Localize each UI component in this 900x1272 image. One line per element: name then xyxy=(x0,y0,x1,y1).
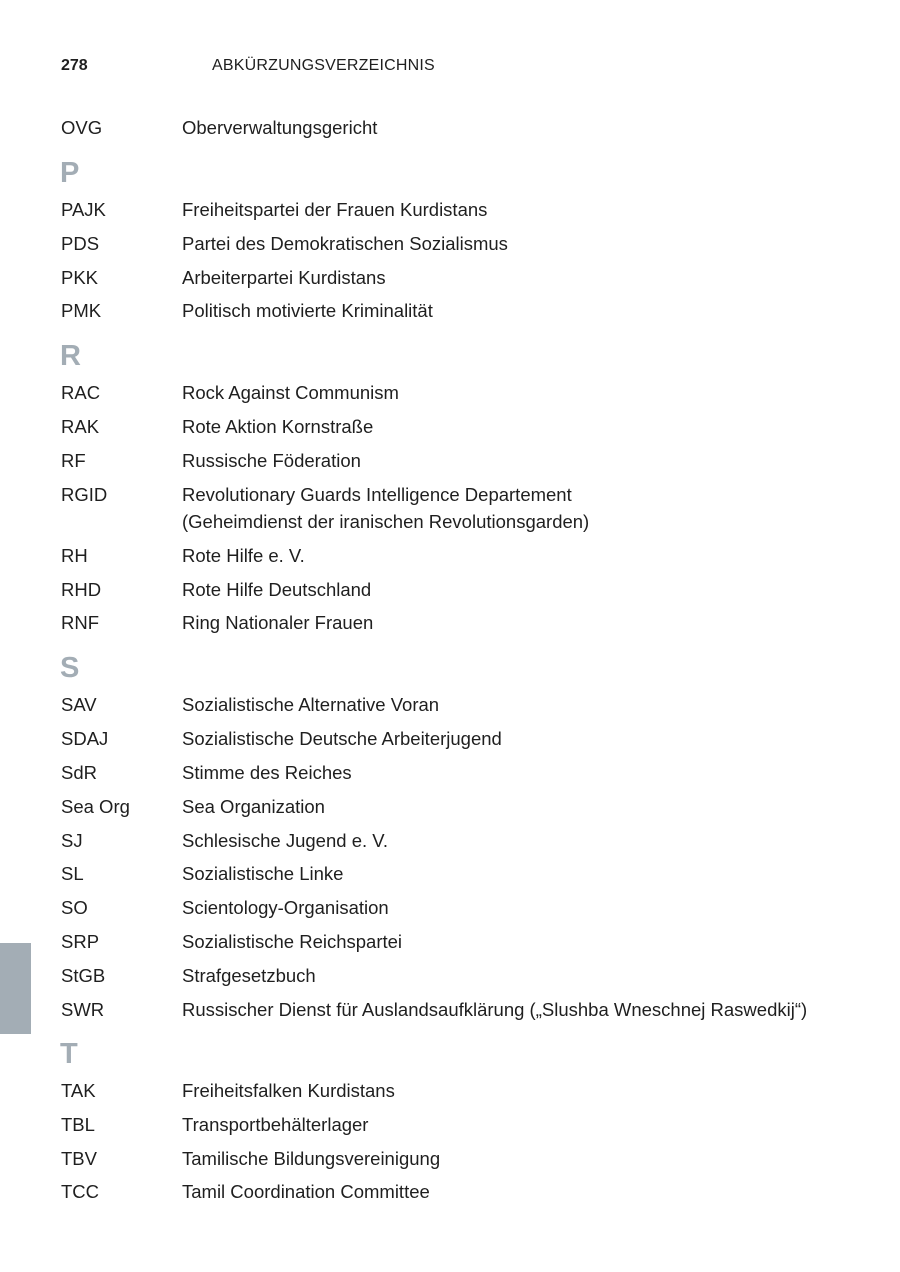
entry-meaning: Sea Organization xyxy=(182,796,325,817)
section-letter-r: R xyxy=(60,340,81,372)
entry-meaning: Rote Hilfe e. V. xyxy=(182,545,305,566)
entry-meaning: Schlesische Jugend e. V. xyxy=(182,830,389,851)
entry-abbreviation: PDS xyxy=(61,233,100,254)
entry-abbreviation: SWR xyxy=(61,999,105,1020)
entry-meaning: Oberverwaltungsgericht xyxy=(182,117,378,138)
entry-meaning: Sozialistische Reichspartei xyxy=(182,931,403,952)
entry-meaning: Strafgesetzbuch xyxy=(182,965,316,986)
entry-meaning: Partei des Demokratischen Sozialismus xyxy=(182,233,508,254)
entry-meaning: Sozialistische Deutsche Arbeiterjugend xyxy=(182,728,502,749)
entry-abbreviation: TBV xyxy=(61,1148,97,1169)
entry-abbreviation: PAJK xyxy=(61,199,106,220)
entry-abbreviation: RNF xyxy=(61,612,100,633)
entry-meaning: Rote Hilfe Deutschland xyxy=(182,579,372,600)
entry-abbreviation: RAC xyxy=(61,382,101,403)
entry-abbreviation: SO xyxy=(61,897,88,918)
entry-meaning: Transportbehälterlager xyxy=(182,1114,369,1135)
entry-meaning: Ring Nationaler Frauen xyxy=(182,612,374,633)
entry-abbreviation: SAV xyxy=(61,694,97,715)
entry-abbreviation: OVG xyxy=(61,117,103,138)
entry-abbreviation: PKK xyxy=(61,267,99,288)
entry-meaning: Russische Föderation xyxy=(182,450,361,471)
entry-meaning: Stimme des Reiches xyxy=(182,762,352,783)
entry-meaning: Tamil Coordination Committee xyxy=(182,1181,430,1202)
page-number: 278 xyxy=(61,57,88,74)
entry-abbreviation: TAK xyxy=(61,1080,96,1101)
entry-abbreviation: RH xyxy=(61,545,88,566)
entry-meaning: Tamilische Bildungsvereinigung xyxy=(182,1148,441,1169)
section-letter-s: S xyxy=(60,652,80,684)
entry-abbreviation: RF xyxy=(61,450,86,471)
thumb-index-tab xyxy=(0,943,31,1034)
entry-meaning: Scientology-Organisation xyxy=(182,897,389,918)
section-letter-t: T xyxy=(60,1038,78,1070)
entry-abbreviation: PMK xyxy=(61,300,102,321)
entry-meaning: Freiheitspartei der Frauen Kurdistans xyxy=(182,199,488,220)
entry-abbreviation: SdR xyxy=(61,762,97,783)
entry-meaning: Sozialistische Alternative Voran xyxy=(182,694,440,715)
running-title: ABKÜRZUNGSVERZEICHNIS xyxy=(212,57,435,74)
entry-abbreviation: SL xyxy=(61,863,84,884)
entry-meaning: Freiheitsfalken Kurdistans xyxy=(182,1080,395,1101)
entry-abbreviation: RHD xyxy=(61,579,102,600)
entry-abbreviation: SRP xyxy=(61,931,100,952)
entry-abbreviation: RAK xyxy=(61,416,100,437)
entry-meaning: Arbeiterpartei Kurdistans xyxy=(182,267,386,288)
entry-abbreviation: StGB xyxy=(61,965,106,986)
entry-abbreviation: SDAJ xyxy=(61,728,109,749)
entry-abbreviation: RGID xyxy=(61,484,108,505)
entry-meaning-continuation: (Geheimdienst der iranischen Revolutionsgarden) xyxy=(182,511,590,532)
entry-meaning: Politisch motivierte Kriminalität xyxy=(182,300,433,321)
entry-abbreviation: TBL xyxy=(61,1114,95,1135)
entry-abbreviation: TCC xyxy=(61,1181,100,1202)
section-letter-p: P xyxy=(60,157,80,189)
entry-meaning: Sozialistische Linke xyxy=(182,863,344,884)
entry-meaning: Revolutionary Guards Intelligence Departement xyxy=(182,484,572,505)
entry-meaning: Russischer Dienst für Auslandsaufklärung („Slushba Wneschnej Raswedkij“) xyxy=(182,999,808,1020)
entry-meaning: Rock Against Communism xyxy=(182,382,399,403)
page-header xyxy=(61,57,861,79)
entry-meaning: Rote Aktion Kornstraße xyxy=(182,416,374,437)
entry-abbreviation: Sea Org xyxy=(61,796,130,817)
entry-abbreviation: SJ xyxy=(61,830,83,851)
